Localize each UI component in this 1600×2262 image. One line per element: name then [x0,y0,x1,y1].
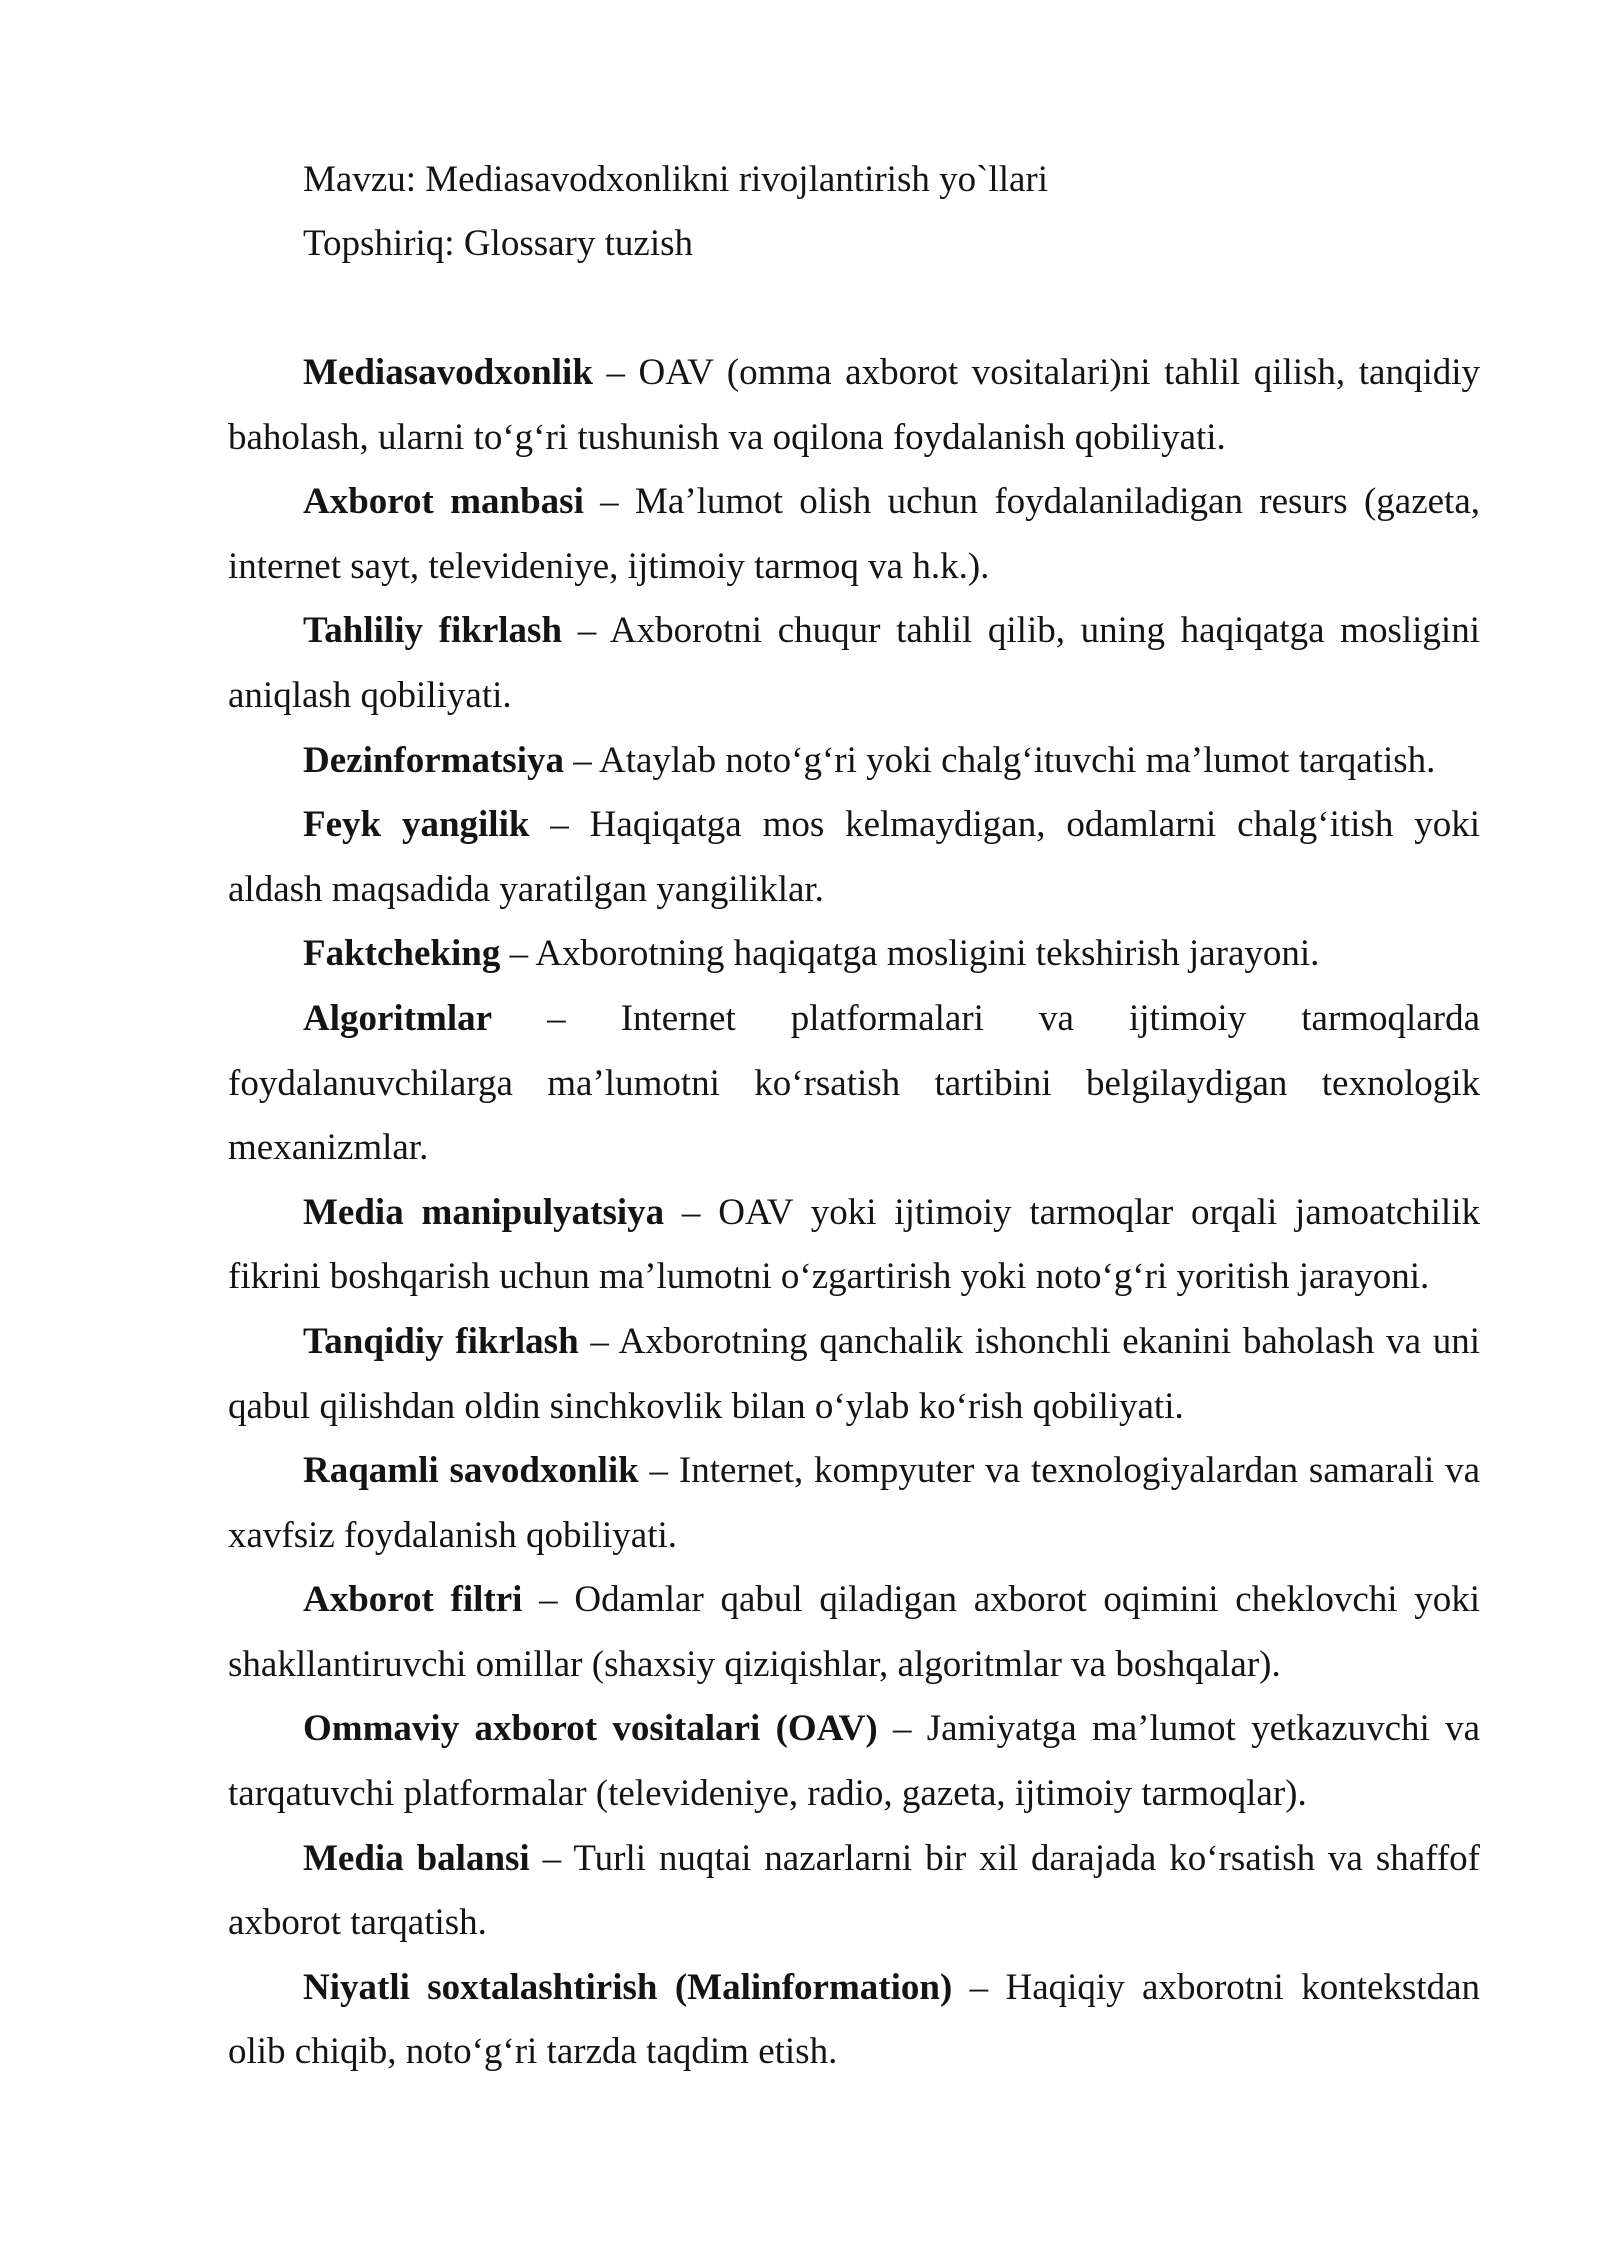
glossary-entry [228,1181,1480,1310]
glossary-entry [228,341,1480,470]
glossary-definition: Ataylab noto‘g‘ri yoki chalg‘ituvchi ma’lumot tarqatish. [598,739,1436,781]
term-separator: – [877,1708,927,1750]
glossary-definition: Ma’lumot olish uchun foydalaniladigan resurs (gazeta, internet sayt, televideniye, ijtimoiy tarmoq va h.k.). [228,481,1480,587]
glossary-entry [228,1956,1480,2085]
glossary-entry [228,793,1480,922]
term-separator: – [952,1966,1006,2008]
glossary-term: Tanqidiy fikrlash [303,1320,579,1362]
glossary-definition: Odamlar qabul qiladigan axborot oqimini cheklovchi yoki shakllantiruvchi omillar (shaxsiy qiziqishlar, algoritmlar va boshqalar). [228,1579,1481,1685]
document-header [303,148,1483,276]
glossary-term: Media balansi [303,1837,530,1879]
glossary-entry [228,599,1480,728]
glossary-entry [228,1310,1480,1439]
term-separator: – [592,352,639,393]
glossary-definition: Internet platformalari va ijtimoiy tarmoqlarda foydalanuvchilarga ma’lumotni ko‘rsatish tartibini belgilaydigan texnologik mexanizmlar. [228,997,1480,1169]
topic-line: Mavzu: Mediasavodxonlikni rivojlantirish yo`llari [303,159,1049,200]
term-separator: – [500,933,536,975]
glossary-definition: Axborotni chuqur tahlil qilib, uning haqiqatga mosligini aniqlash qobiliyati. [228,610,1480,716]
glossary-term: Raqamli savodxonlik [303,1450,639,1492]
glossary-term: Dezinformatsiya [303,739,564,781]
glossary-entry [228,729,1480,794]
term-separator: – [638,1450,679,1492]
glossary-entry [228,1439,1480,1568]
glossary-definition: OAV yoki ijtimoiy tarmoqlar orqali jamoatchilik fikrini boshqarish uchun ma’lumotni o‘zgartirish yoki noto‘g‘ri yoritish jarayoni. [228,1191,1480,1298]
glossary-entry [228,922,1480,987]
term-separator: – [529,804,590,846]
glossary-term: Media manipulyatsiya [303,1191,665,1233]
glossary-term: Ommaviy axborot vositalari (OAV) [303,1708,878,1750]
term-separator: – [583,481,635,523]
glossary-definition: Axborotning haqiqatga mosligini tekshirish jarayoni. [535,933,1320,975]
glossary-entry [228,1697,1480,1826]
glossary-list [228,341,1480,2085]
glossary-definition: OAV (omma axborot vositalari)ni tahlil qilish, tanqidiy baholash, ularni to‘g‘ri tushunish va oqilona foydalanish qobiliyati. [228,352,1480,458]
term-separator: – [562,610,610,652]
term-separator: – [578,1320,619,1362]
glossary-definition: Haqiqatga mos kelmaydigan, odamlarni chalg‘itish yoki aldash maqsadida yaratilgan yangiliklar. [228,804,1480,910]
glossary-term: Mediasavodxonlik [303,352,593,393]
glossary-definition: Axborotning qanchalik ishonchli ekanini baholash va uni qabul qilishdan oldin sinchkovlik bilan o‘ylab ko‘rish qobiliyati. [228,1320,1480,1427]
glossary-definition: Internet, kompyuter va texnologiyalardan samarali va xavfsiz foydalanish qobiliyati. [228,1450,1481,1556]
task-line: Topshiriq: Glossary tuzish [303,223,693,264]
term-separator: – [564,739,599,781]
glossary-entry [228,1827,1480,1956]
glossary-definition: Haqiqiy axborotni kontekstdan olib chiqib, noto‘g‘ri tarzda taqdim etish. [228,1966,1480,2073]
glossary-entry [228,1568,1480,1697]
glossary-term: Algoritmlar [303,997,493,1039]
glossary-entry [228,470,1480,599]
glossary-definition: Jamiyatga ma’lumot yetkazuvchi va tarqatuvchi platformalar (televideniye, radio, gazeta, ijtimoiy tarmoqlar). [228,1708,1480,1815]
term-separator: – [664,1191,719,1233]
glossary-term: Axborot filtri [303,1579,523,1621]
term-separator: – [522,1579,575,1621]
glossary-term: Axborot manbasi [303,481,584,523]
glossary-definition: Turli nuqtai nazarlarni bir xil darajada ko‘rsatish va shaffof axborot tarqatish. [228,1837,1480,1944]
term-separator: – [529,1837,574,1879]
glossary-term: Feyk yangilik [303,804,530,846]
glossary-term: Tahliliy fikrlash [303,610,563,652]
term-separator: – [492,997,621,1039]
glossary-entry [228,987,1480,1181]
glossary-term: Faktcheking [303,933,501,975]
glossary-term: Niyatli soxtalashtirish (Malinformation) [303,1966,953,2008]
